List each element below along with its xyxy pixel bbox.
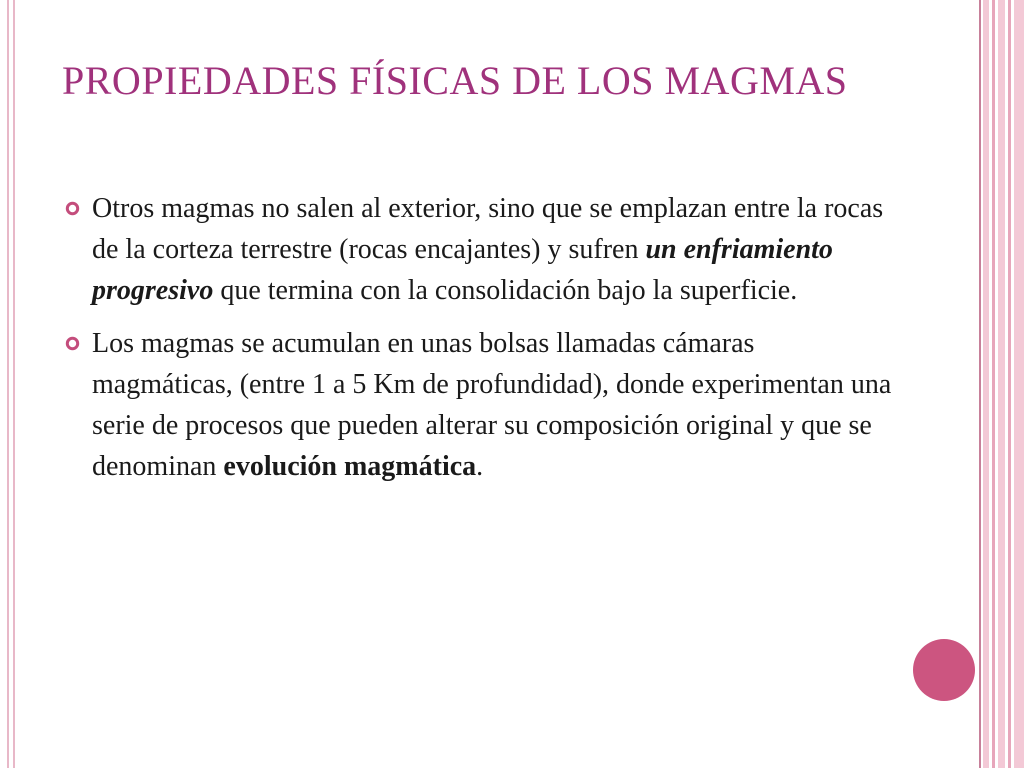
decorative-circle <box>913 639 975 701</box>
slide-title: PROPIEDADES FÍSICAS DE LOS MAGMAS <box>62 58 848 103</box>
bullet-text-2: Los magmas se acumulan en unas bolsas llamadas cámaras magmáticas, (entre 1 a 5 Km de profundidad), donde experimentan una serie de procesos que pueden alterar su composición original y que se denominan <box>92 328 892 482</box>
ring-bullet-icon <box>65 336 80 351</box>
right-stripe-5 <box>1008 0 1011 768</box>
slide-content <box>92 188 892 499</box>
bullet-text-2-end: . <box>476 451 484 482</box>
left-border-line-outer <box>7 0 9 768</box>
bullet-item <box>92 323 892 487</box>
ring-bullet-icon <box>65 201 80 216</box>
bullet-item <box>92 188 892 311</box>
emphasis-evolucion: evolución magmática <box>223 451 477 482</box>
right-stripe-6 <box>1014 0 1024 768</box>
bullet-text-1-end: que termina con la consolidación bajo la superficie. <box>213 275 798 306</box>
right-stripe-4 <box>998 0 1005 768</box>
right-stripe-1 <box>979 0 981 768</box>
right-stripe-2 <box>983 0 989 768</box>
left-border-line-inner <box>13 0 15 768</box>
emphasis-enfriamiento: un enfriamiento progresivo <box>92 234 833 306</box>
right-stripe-3 <box>992 0 995 768</box>
bullet-text-1: Otros magmas no salen al exterior, sino que se emplazan entre la rocas de la corteza terrestre (rocas encajantes) y sufren <box>92 193 884 265</box>
